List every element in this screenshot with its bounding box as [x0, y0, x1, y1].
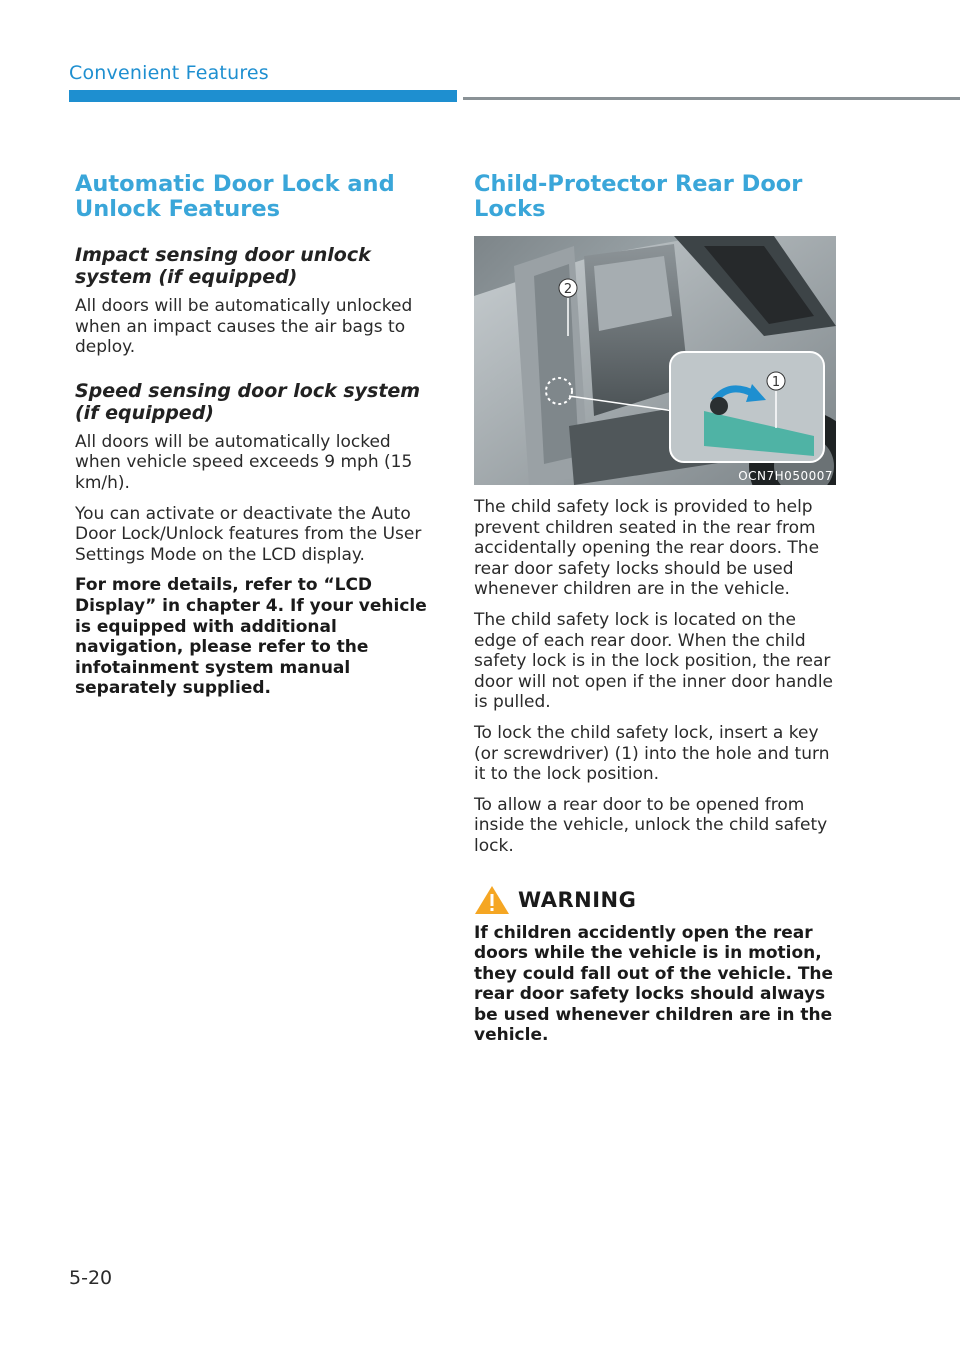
car-door-illustration	[474, 236, 836, 485]
header-accent-bar	[69, 90, 457, 102]
paragraph-child-lock-purpose: The child safety lock is provided to help prevent children seated in the rear from accidentally opening the rear doors. The rear door safety locks should be used whenever children are in the vehicle.	[474, 497, 820, 600]
paragraph-more-details: For more details, refer to “LCD Display” in chapter 4. If your vehicle is equipped with additional navigation, please refer to the infotainment system manual separately supplied.	[75, 575, 427, 699]
paragraph-speed-lock: All doors will be automatically locked when vehicle speed exceeds 9 mph (15 km/h).	[75, 431, 413, 493]
subsection-title-speed-lock: Speed sensing door lock system (if equipped)	[75, 379, 421, 424]
chapter-title: Convenient Features	[69, 62, 269, 84]
right-column	[474, 172, 836, 1056]
paragraph-unlock-instructions: To allow a rear door to be opened from inside the vehicle, unlock the child safety lock.	[474, 794, 828, 856]
warning-triangle-icon	[474, 885, 510, 915]
figure-code: OCN7H050007	[738, 469, 833, 483]
callout-1-label: 1	[771, 375, 781, 390]
subsection-title-impact-unlock: Impact sensing door unlock system (if equipped)	[75, 244, 371, 288]
callout-2-label: 2	[563, 282, 573, 297]
page-number: 5-20	[69, 1267, 113, 1289]
warning-text: If children accidently open the rear doors while the vehicle is in motion, they could fall out of the vehicle. The rear door safety locks should always be used whenever children are in the vehicle.	[474, 922, 834, 1046]
paragraph-lock-instructions: To lock the child safety lock, insert a key (or screwdriver) (1) into the hole and turn it to the lock position.	[474, 722, 830, 785]
section-title-child-lock: Child-Protector Rear Door Locks	[474, 171, 803, 222]
child-lock-illustration	[474, 236, 836, 485]
paragraph-impact-unlock: All doors will be automatically unlocked when an impact causes the air bags to deploy.	[75, 296, 413, 358]
paragraph-child-lock-location: The child safety lock is located on the edge of each rear door. When the child safety lock is in the lock position, the rear door will not open if the inner door handle is pulled.	[474, 609, 834, 713]
warning-title: WARNING	[518, 887, 637, 912]
paragraph-user-settings: You can activate or deactivate the Auto Door Lock/Unlock features from the User Settings Mode on the LCD display.	[75, 503, 422, 565]
header-divider-line	[463, 97, 960, 100]
left-column	[75, 172, 440, 709]
section-title-auto-door-lock: Automatic Door Lock and Unlock Features	[75, 171, 395, 222]
warning-header	[474, 885, 836, 915]
